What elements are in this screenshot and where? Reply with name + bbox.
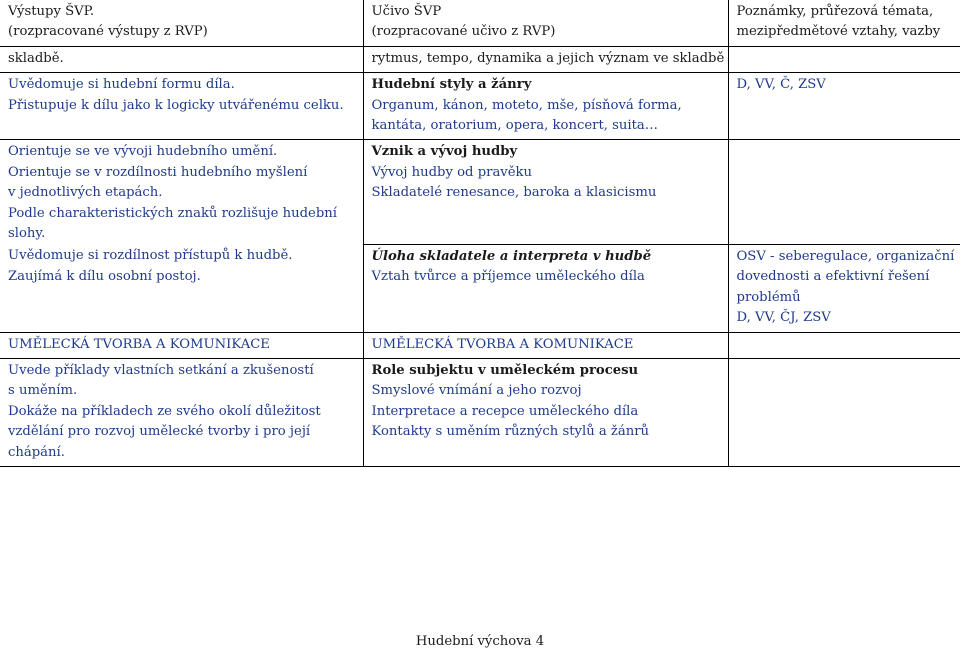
outputs-cell: Uvědomuje si rozdílnost přístupů k hudbě. Zaujímá k dílu osobní postoj.: [0, 244, 363, 332]
section-title-cell: UMĚLECKÁ TVORBA A KOMUNIKACE: [363, 332, 728, 358]
outputs-cell: Uvědomuje si hudební formu díla. Přistupuje k dílu jako k logicky utvářenému celku.: [0, 73, 363, 140]
header-content: Učivo ŠVP (rozpracované učivo z RVP): [363, 0, 728, 46]
notes-cell: [728, 332, 960, 358]
section-heading: Role subjektu v uměleckém procesu: [371, 363, 639, 378]
table-row: [0, 73, 960, 140]
table-header-row: [0, 0, 960, 46]
outputs-cell: skladbě.: [0, 46, 363, 72]
section-heading: Úloha skladatele a interpreta v hudbě: [371, 248, 652, 264]
header-notes: Poznámky, průřezová témata, mezipředmětové vztahy, vazby: [728, 0, 960, 46]
notes-cell: D, VV, Č, ZSV: [728, 73, 960, 140]
section-heading: Vznik a vývoj hudby: [371, 144, 518, 160]
content-cell: Úloha skladatele a interpreta v hudbě Vztah tvůrce a příjemce uměleckého díla: [363, 244, 728, 332]
content-cell: Hudební styly a žánry Organum, kánon, moteto, mše, písňová forma, kantáta, oratorium, opera, koncert, suita…: [363, 73, 728, 140]
table-row: [0, 332, 960, 358]
page-footer: Hudební výchova 4: [415, 634, 545, 649]
table-row: [0, 244, 960, 332]
content-cell: Role subjektu v uměleckém procesu Smyslové vnímání a jeho rozvoj Interpretace a recepce uměleckého díla Kontakty s uměním různých stylů a žánrů: [363, 359, 728, 467]
outputs-cell: Orientuje se ve vývoji hudebního umění. Orientuje se v rozdílnosti hudebního myšlení v jednotlivých etapách. Podle charakteristických znaků rozlišuje hudební slohy.: [0, 140, 363, 245]
notes-cell: [728, 359, 960, 467]
content-cell: rytmus, tempo, dynamika a jejich význam ve skladbě: [363, 46, 728, 72]
section-title-cell: UMĚLECKÁ TVORBA A KOMUNIKACE: [0, 332, 363, 358]
notes-cell: OSV - seberegulace, organizační dovednosti a efektivní řešení problémů D, VV, ČJ, ZSV: [728, 244, 960, 332]
content-cell: Vznik a vývoj hudby Vývoj hudby od pravěku Skladatelé renesance, baroka a klasicismu: [363, 140, 728, 245]
header-outputs: Výstupy ŠVP. (rozpracované výstupy z RVP): [0, 0, 363, 46]
notes-cell: [728, 140, 960, 245]
notes-cell: [728, 46, 960, 72]
table-row: [0, 359, 960, 467]
section-heading: Hudební styly a žánry: [371, 77, 532, 93]
outputs-cell: Uvede příklady vlastních setkání a zkušeností s uměním. Dokáže na příkladech ze svého okolí důležitost vzdělání pro rozvoj umělecké tvorby i pro její chápání.: [0, 359, 363, 467]
table-row: [0, 140, 960, 245]
table-row: [0, 46, 960, 72]
